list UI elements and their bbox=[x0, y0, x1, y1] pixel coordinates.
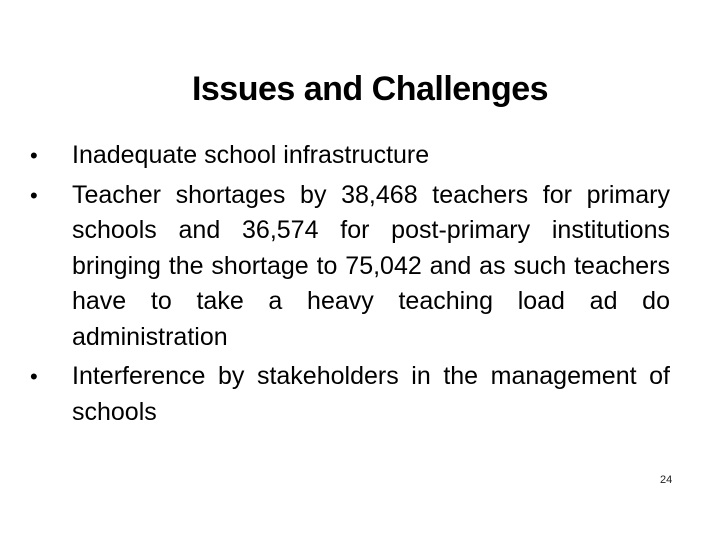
bullet-icon: • bbox=[30, 182, 38, 208]
slide-title: Issues and Challenges bbox=[191, 70, 549, 108]
bullet-icon: • bbox=[30, 364, 38, 389]
page-number: 24 bbox=[660, 474, 673, 486]
bullet-icon: • bbox=[30, 143, 38, 168]
bullet-text: Teacher shortages by 38,468 teachers for primary schools and 36,574 for post-primary institutions bringing the shortage to 75,042 and as such teachers have to take a heavy teaching load ad do administration bbox=[72, 180, 670, 351]
bullet-item bbox=[30, 178, 670, 356]
bullet-text: Interference by stakeholders in the management of schools bbox=[72, 362, 670, 426]
bullet-item bbox=[30, 138, 670, 174]
bullet-text: Inadequate school infrastructure bbox=[72, 141, 430, 169]
bullet-item bbox=[30, 359, 670, 430]
bullet-list bbox=[30, 138, 670, 434]
